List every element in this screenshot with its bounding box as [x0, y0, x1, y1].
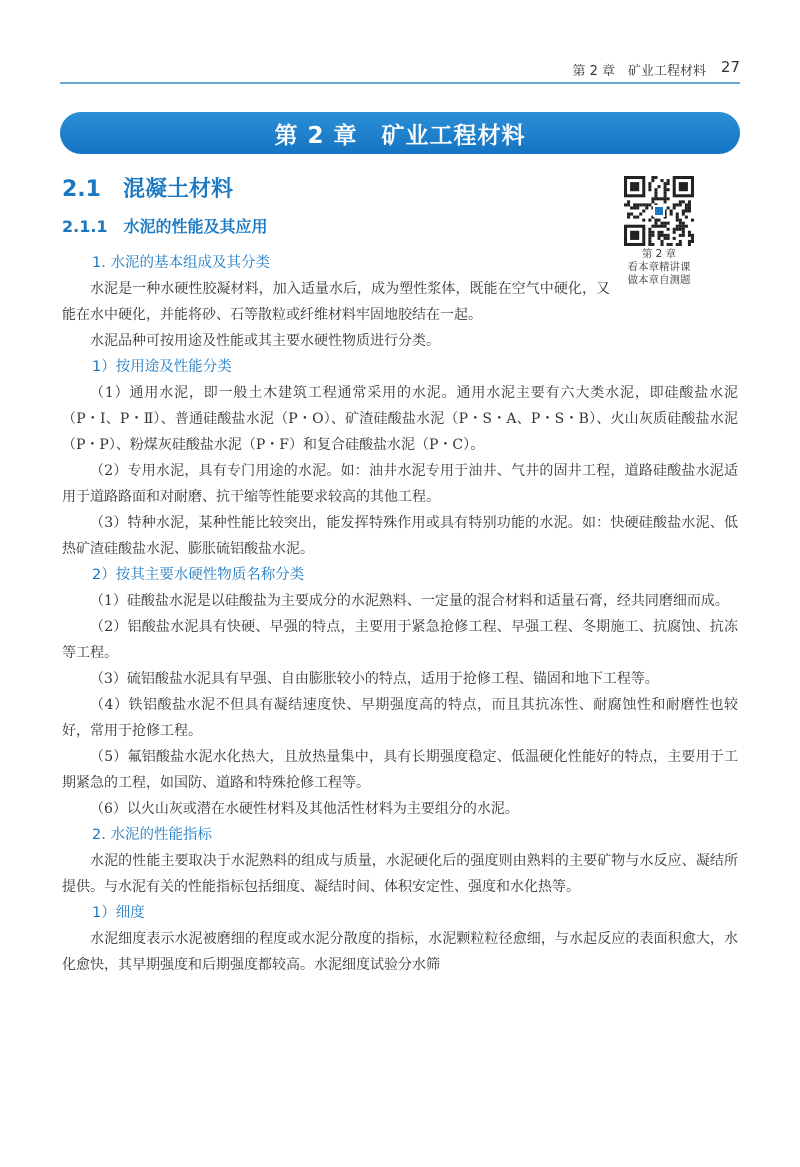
chapter-title: 第 2 章 矿业工程材料	[274, 122, 526, 149]
paragraph: （1）通用水泥，即一般土木建筑工程通常采用的水泥。通用水泥主要有六大类水泥，即硅酸盐水泥（P・Ⅰ、P・Ⅱ）、普通硅酸盐水泥（P・O）、矿渣硅酸盐水泥（P・S・A、P・S・B）、火山灰质硅酸盐水泥（P・P）、粉煤灰硅酸盐水泥（P・F）和复合硅酸盐水泥（P・C）。	[62, 385, 738, 453]
qr-caption-line2: 看本章精讲课	[627, 261, 691, 273]
qr-caption-line3: 做本章自测题	[627, 274, 691, 286]
heading: 1. 水泥的基本组成及其分类	[92, 255, 270, 271]
paragraph: （5）氟铝酸盐水泥水化热大，且放热量集中，具有长期强度稳定、低温硬化性能好的特点，主要用于工期紧急的工程，如国防、道路和特殊抢修工程等。	[62, 749, 738, 791]
heading: 1）按用途及性能分类	[92, 359, 232, 375]
section-title: 2.1 混凝土材料	[62, 177, 233, 202]
running-header	[60, 54, 740, 84]
paragraph: （2）铝酸盐水泥具有快硬、早强的特点，主要用于紧急抢修工程、早强工程、冬期施工、抗腐蚀、抗冻等工程。	[62, 619, 738, 661]
qr-caption-line1: 第 2 章	[641, 248, 677, 260]
paragraph: （2）专用水泥，具有专门用途的水泥。如：油井水泥专用于油井、气井的固井工程，道路硅酸盐水泥适用于道路路面和对耐磨、抗干缩等性能要求较高的其他工程。	[62, 463, 738, 505]
paragraph: 水泥细度表示水泥被磨细的程度或水泥分散度的指标，水泥颗粒粒径愈细，与水起反应的表面积愈大，水化愈快，其早期强度和后期强度都较高。水泥细度试验分水筛	[62, 931, 738, 973]
paragraph: 水泥品种可按用途及性能或其主要水硬性物质进行分类。	[90, 333, 440, 349]
heading: 2. 水泥的性能指标	[92, 827, 212, 843]
page-number: 27	[720, 58, 740, 76]
paragraph: （6）以火山灰或潜在水硬性材料及其他活性材料为主要组分的水泥。	[90, 801, 519, 817]
paragraph: （3）特种水泥，某种性能比较突出，能发挥特殊作用或具有特别功能的水泥。如：快硬硅酸盐水泥、低热矿渣硅酸盐水泥、膨胀硫铝酸盐水泥。	[62, 515, 738, 557]
qr-code-icon[interactable]	[624, 176, 694, 246]
chapter-banner	[60, 112, 740, 154]
running-title: 第 2 章 矿业工程材料	[572, 64, 706, 79]
qr-code-graphic	[624, 176, 694, 246]
paragraph: （1）硅酸盐水泥是以硅酸盐为主要成分的水泥熟料、一定量的混合材料和适量石膏，经共同磨细而成。	[90, 593, 729, 609]
paragraph: （3）硫铝酸盐水泥具有早强、自由膨胀较小的特点，适用于抢修工程、锚固和地下工程等。	[90, 671, 659, 687]
body-content	[62, 250, 738, 978]
paragraph: 水泥的性能主要取决于水泥熟料的组成与质量，水泥硬化后的强度则由熟料的主要矿物与水反应、凝结所提供。与水泥有关的性能指标包括细度、凝结时间、体积安定性、强度和水化热等。	[62, 853, 738, 895]
heading: 1）细度	[92, 905, 145, 921]
heading: 2）按其主要水硬性物质名称分类	[92, 567, 305, 583]
paragraph: 水泥是一种水硬性胶凝材料，加入适量水后，成为塑性浆体，既能在空气中硬化，又能在水中硬化，并能将砂、石等散粒或纤维材料牢固地胶结在一起。	[62, 281, 610, 323]
subsection-title: 2.1.1 水泥的性能及其应用	[62, 217, 268, 236]
paragraph: （4）铁铝酸盐水泥不但具有凝结速度快、早期强度高的特点，而且其抗冻性、耐腐蚀性和耐磨性也较好，常用于抢修工程。	[62, 697, 738, 739]
